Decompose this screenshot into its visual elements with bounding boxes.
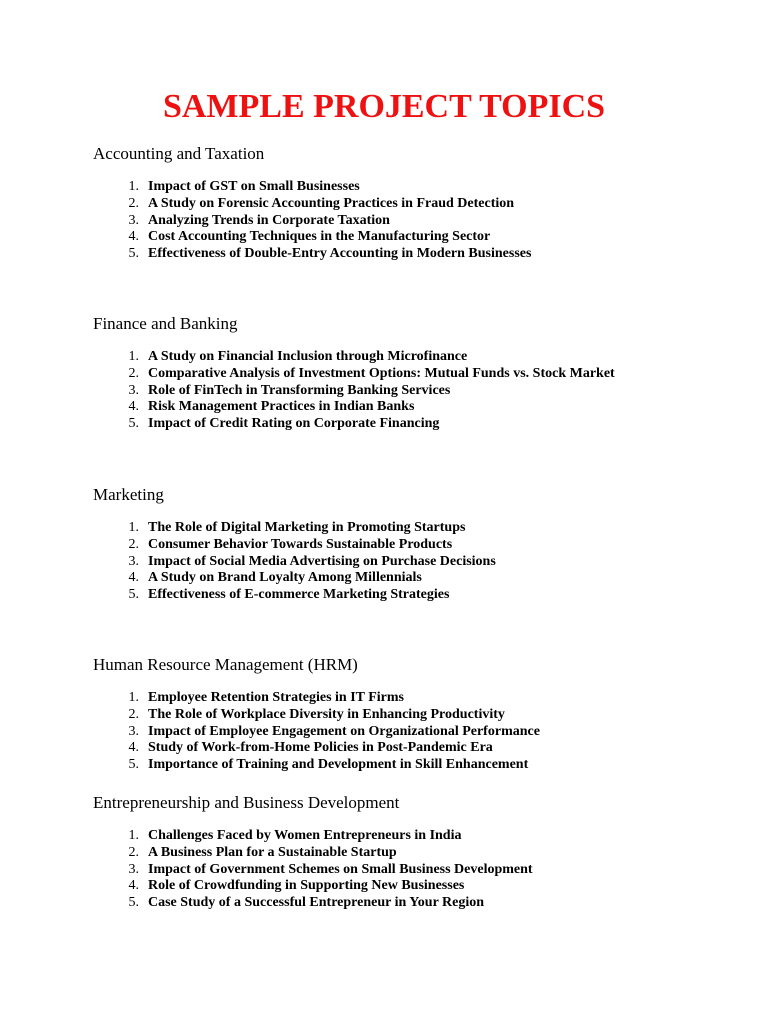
list-item: [93, 179, 733, 196]
list-item-number: 2 .: [93, 707, 139, 724]
topic-list: [93, 520, 733, 604]
list-item-text: The Role of Digital Marketing in Promoting Startups: [148, 520, 466, 535]
list-item-text: Risk Management Practices in Indian Banks: [148, 399, 415, 415]
list-item-text: Analyzing Trends in Corporate Taxation: [148, 212, 390, 228]
list-item: [93, 707, 733, 724]
list-item-text: Impact of Credit Rating on Corporate Financing: [148, 416, 440, 431]
list-item-number: 5 .: [93, 757, 139, 774]
topic-list: [93, 349, 733, 433]
section-heading: Accounting and Taxation: [93, 144, 265, 163]
list-item: [93, 724, 733, 741]
list-item: [93, 366, 733, 383]
list-item: [93, 246, 733, 263]
list-item: [93, 416, 733, 433]
list-item: [93, 690, 733, 707]
list-item-number: 1 .: [93, 349, 139, 366]
list-item-number: 4 .: [93, 878, 139, 895]
list-item-number: 3 .: [93, 724, 139, 741]
list-item-number: 2 .: [93, 845, 139, 862]
list-item-text: Effectiveness of E-commerce Marketing Strategies: [148, 587, 450, 602]
list-item: [93, 537, 733, 554]
list-item-text: Role of Crowdfunding in Supporting New Businesses: [148, 878, 465, 894]
list-item-text: Effectiveness of Double-Entry Accounting in Modern Businesses: [148, 246, 532, 261]
list-item-number: 4 .: [93, 570, 139, 587]
list-item-number: 5 .: [93, 416, 139, 433]
section-heading: Finance and Banking: [93, 314, 238, 333]
list-item: [93, 383, 733, 400]
list-item: [93, 520, 733, 537]
list-item-text: Impact of Government Schemes on Small Business Development: [148, 861, 533, 877]
list-item-text: A Business Plan for a Sustainable Startup: [148, 844, 397, 860]
list-item-text: Study of Work-from-Home Policies in Post-Pandemic Era: [148, 740, 493, 756]
list-item: [93, 862, 733, 879]
list-item-number: 5 .: [93, 246, 139, 263]
section-heading: Marketing: [93, 485, 164, 504]
section-accounting-taxation: [93, 144, 733, 263]
list-item-text: Importance of Training and Development in Skill Enhancement: [148, 757, 529, 772]
section-hrm: [93, 655, 733, 774]
list-item-number: 3 .: [93, 383, 139, 400]
section-entrepreneurship: [93, 793, 733, 912]
list-item-text: Impact of Social Media Advertising on Purchase Decisions: [148, 553, 496, 569]
list-item: [93, 878, 733, 895]
topic-list: [93, 179, 733, 263]
list-item-number: 4 .: [93, 399, 139, 416]
list-item-text: Cost Accounting Techniques in the Manufacturing Sector: [148, 229, 491, 245]
list-item: [93, 349, 733, 366]
list-item: [93, 570, 733, 587]
list-item-text: Consumer Behavior Towards Sustainable Products: [148, 536, 453, 552]
list-item-text: Comparative Analysis of Investment Options: Mutual Funds vs. Stock Market: [148, 365, 615, 381]
list-item-number: 2 .: [93, 537, 139, 554]
list-item-number: 1 .: [93, 179, 139, 196]
list-item-number: 5 .: [93, 895, 139, 912]
list-item-number: 5 .: [93, 587, 139, 604]
list-item-number: 1 .: [93, 828, 139, 845]
list-item: [93, 757, 733, 774]
list-item-number: 4 .: [93, 229, 139, 246]
list-item: [93, 213, 733, 230]
list-item: [93, 845, 733, 862]
list-item: [93, 196, 733, 213]
list-item: [93, 587, 733, 604]
list-item-number: 3 .: [93, 213, 139, 230]
list-item-number: 1 .: [93, 690, 139, 707]
list-item-text: A Study on Financial Inclusion through Microfinance: [148, 349, 468, 364]
page-title: SAMPLE PROJECT TOPICS: [162, 88, 606, 125]
list-item-text: Case Study of a Successful Entrepreneur in Your Region: [148, 895, 485, 910]
section-finance-banking: [93, 314, 733, 433]
list-item-number: 3 .: [93, 554, 139, 571]
list-item-text: A Study on Forensic Accounting Practices in Fraud Detection: [148, 195, 515, 211]
list-item-text: Impact of Employee Engagement on Organizational Performance: [148, 723, 540, 739]
list-item-number: 2 .: [93, 196, 139, 213]
list-item-number: 4 .: [93, 740, 139, 757]
topic-list: [93, 690, 733, 774]
list-item: [93, 740, 733, 757]
list-item-text: A Study on Brand Loyalty Among Millennials: [148, 570, 422, 586]
list-item-text: Employee Retention Strategies in IT Firms: [148, 690, 404, 705]
list-item-number: 3 .: [93, 862, 139, 879]
section-heading: Human Resource Management (HRM): [93, 655, 358, 674]
list-item-text: The Role of Workplace Diversity in Enhancing Productivity: [148, 706, 505, 722]
list-item: [93, 554, 733, 571]
list-item-text: Impact of GST on Small Businesses: [148, 179, 360, 194]
section-marketing: [93, 485, 733, 604]
list-item-number: 2 .: [93, 366, 139, 383]
list-item-text: Challenges Faced by Women Entrepreneurs in India: [148, 828, 462, 843]
list-item: [93, 895, 733, 912]
section-heading: Entrepreneurship and Business Development: [93, 793, 400, 812]
list-item-text: Role of FinTech in Transforming Banking Services: [148, 382, 451, 398]
list-item-number: 1 .: [93, 520, 139, 537]
list-item: [93, 828, 733, 845]
list-item: [93, 229, 733, 246]
topic-list: [93, 828, 733, 912]
list-item: [93, 399, 733, 416]
